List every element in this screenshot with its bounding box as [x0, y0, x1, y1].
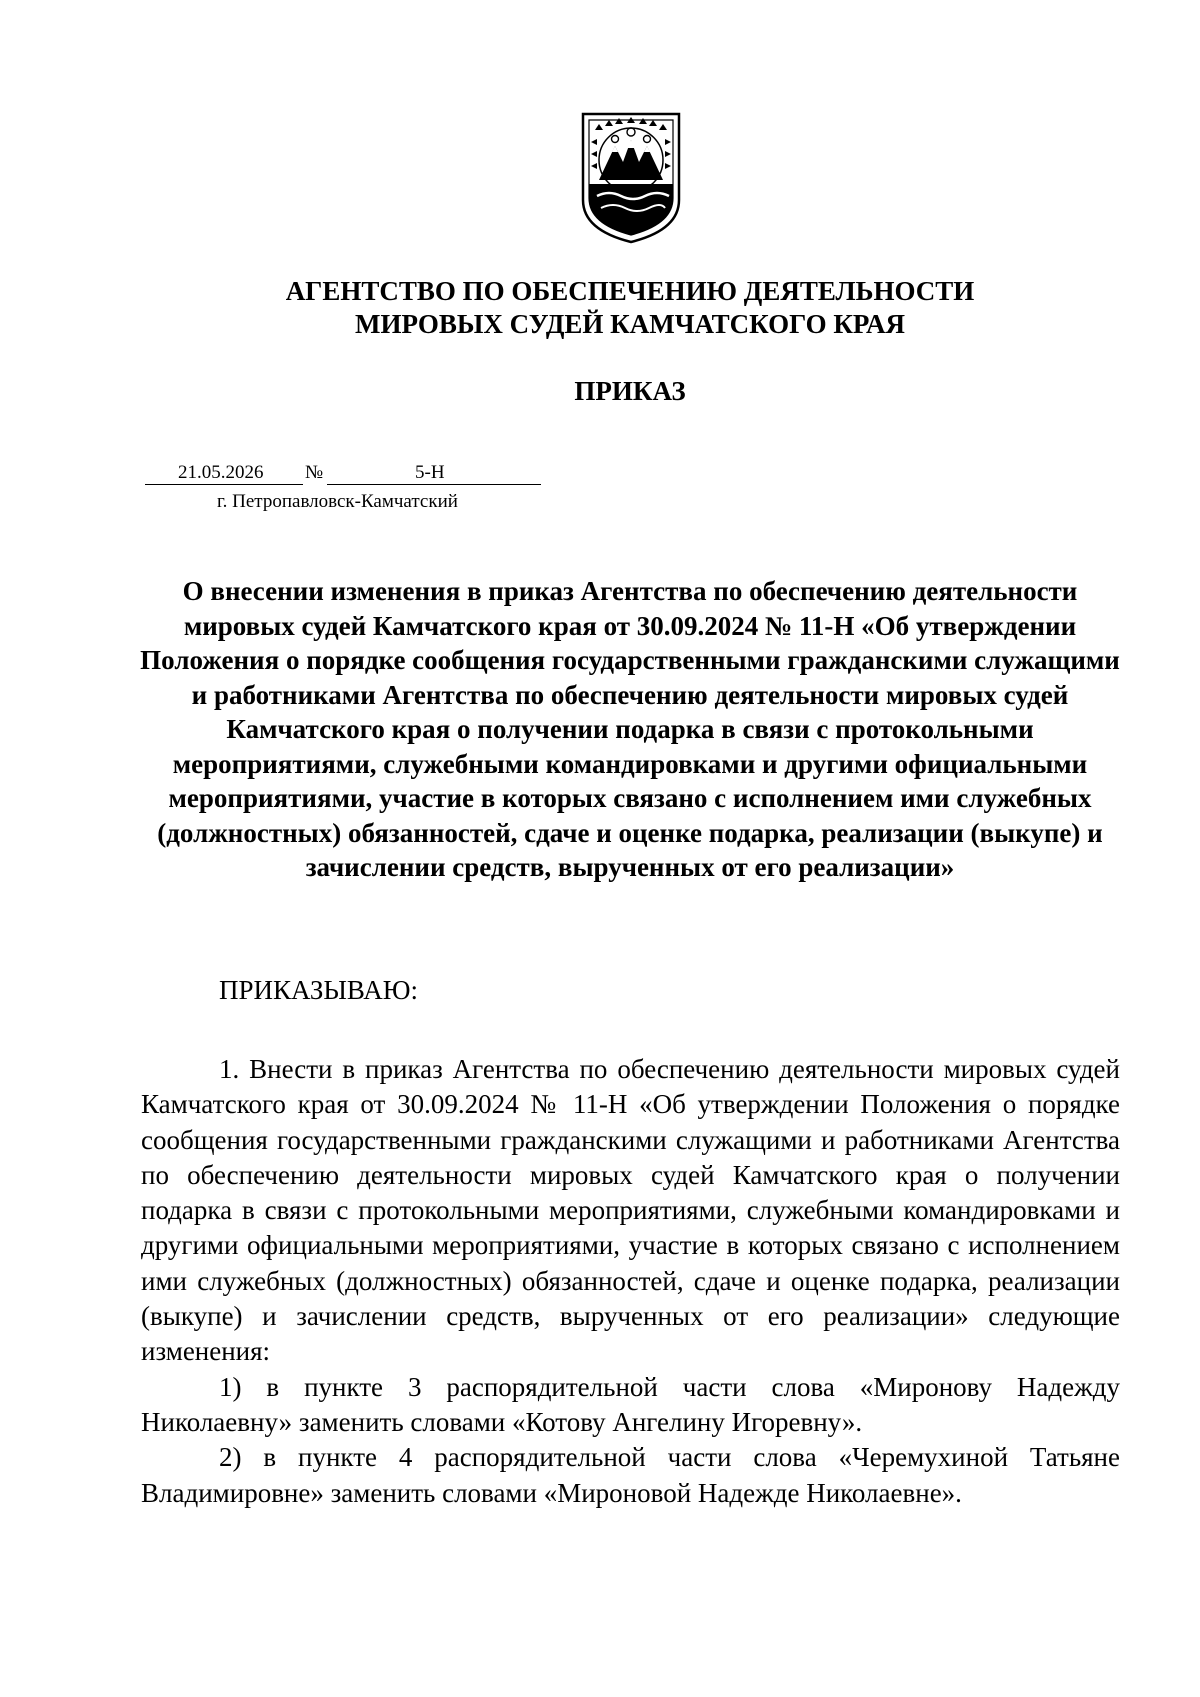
document-date: 21.05.2026 — [178, 462, 264, 483]
body-paragraph-3: 2) в пункте 4 распорядительной части слова «Черемухиной Татьяне Владимировне» заменить словами «Мироновой Надежде Николаевне». — [141, 1442, 1120, 1508]
number-underline — [327, 484, 541, 485]
body-paragraph-2: 1) в пункте 3 распорядительной части слова «Миронову Надежду Николаевну» заменить словами «Котову Ангелину Игоревну». — [141, 1371, 1120, 1437]
kamchatka-coat-of-arms-icon — [581, 112, 681, 244]
agency-name — [200, 275, 1060, 341]
document-number: 5-Н — [415, 462, 445, 483]
document-requisites — [153, 462, 583, 522]
document-type: ПРИКАЗ — [574, 376, 686, 406]
document-body — [141, 1052, 1120, 1511]
agency-name-line-1: АГЕНТСТВО ПО ОБЕСПЕЧЕНИЮ ДЕЯТЕЛЬНОСТИ — [285, 276, 975, 306]
number-sign: № — [305, 462, 324, 483]
body-paragraph-1: 1. Внести в приказ Агентства по обеспечению деятельности мировых судей Камчатского края от 30.09.2024 № 11-Н «Об утверждении Положения о порядке сообщения государственными гражданскими служащими и работниками Агентства по обеспечению деятельности мировых судей Камчатского края о получении подарка в связи с протокольными мероприятиями, служебными командировками и другими официальными мероприятиями, участие в которых связано с исполнением ими служебных (должностных) обязанностей, сдаче и оценке подарка, реализации (выкупе) и зачислении средств, вырученных от его реализации» следующие изменения: — [141, 1054, 1120, 1367]
date-underline — [145, 484, 303, 485]
agency-name-line-2: МИРОВЫХ СУДЕЙ КАМЧАТСКОГО КРАЯ — [355, 309, 905, 339]
document-city: г. Петропавловск-Камчатский — [217, 491, 458, 512]
document-subject: О внесении изменения в приказ Агентства по обеспечению деятельности мировых судей Камчатского края от 30.09.2024 № 11-Н «Об утверждении Положения о порядке сообщения государственными гражданскими служащими и работниками Агентства по обеспечению деятельности мировых судей Камчатского края о получении подарка в связи с протокольными мероприятиями, служебными командировками и другими официальными мероприятиями, участие в которых связано с исполнением ими служебных (должностных) обязанностей, сдаче и оценке подарка, реализации (выкупе) и зачислении средств, вырученных от его реализации» — [140, 576, 1120, 882]
order-word: ПРИКАЗЫВАЮ: — [219, 975, 418, 1005]
